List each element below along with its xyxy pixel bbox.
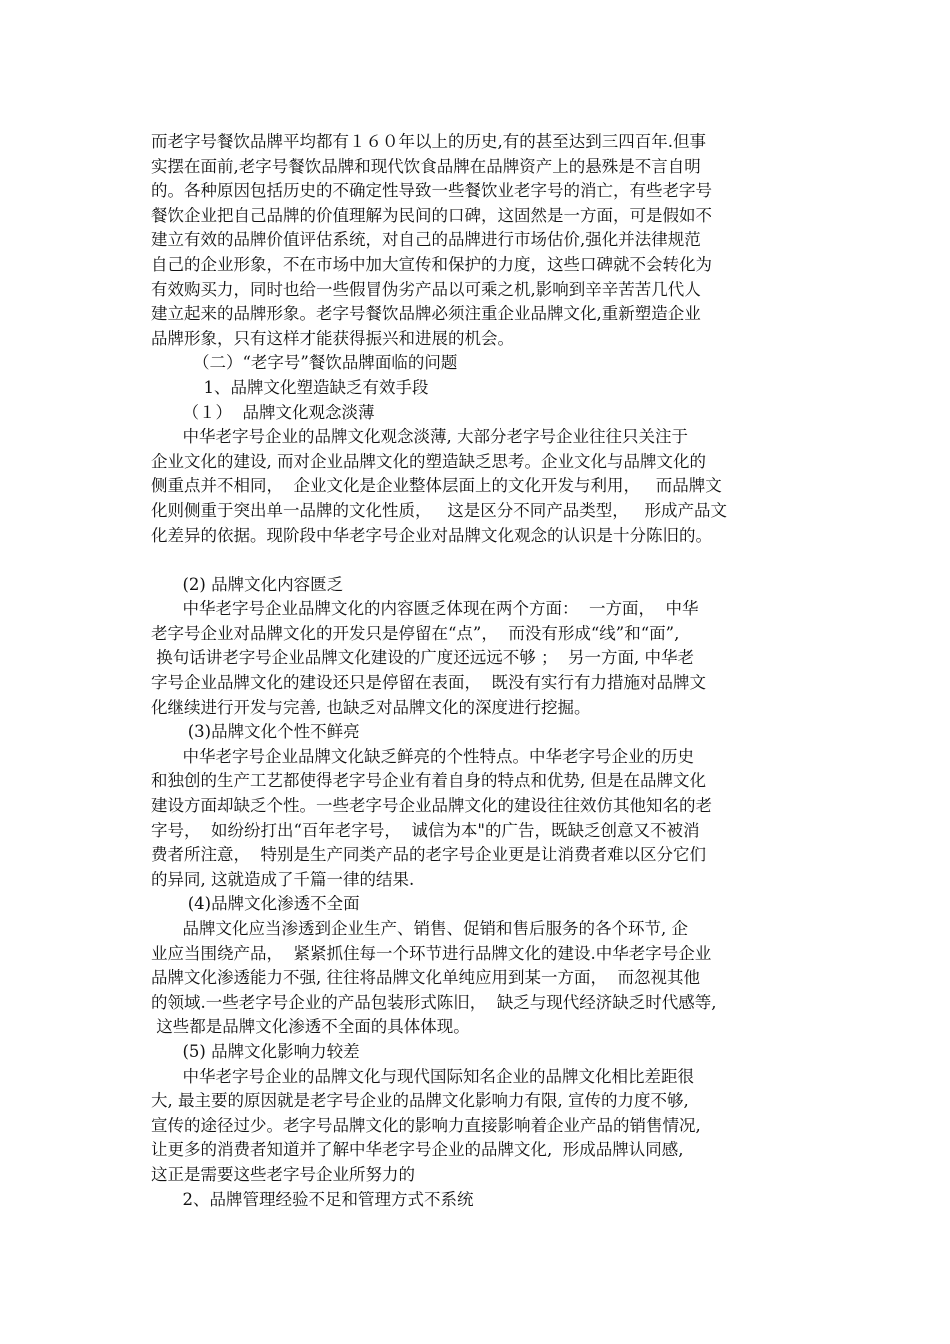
text-line: 品牌文化渗透能力不强, 往往将品牌文化单纯应用到某一方面， 而忽视其他 xyxy=(151,968,700,988)
text-line: 字号企业品牌文化的建设还只是停留在表面， 既没有实行有力措施对品牌文 xyxy=(151,673,706,693)
text-line: 的异同, 这就造成了千篇一律的结果. xyxy=(151,869,415,889)
text-line: 让更多的消费者知道并了解中华老字号企业的品牌文化, 形成品牌认同感, xyxy=(151,1140,684,1160)
item-heading: (5) 品牌文化影响力较差 xyxy=(151,1041,360,1061)
section-heading: （二）“老字号”餐饮品牌面临的问题 xyxy=(151,353,458,373)
text-line: 中华老字号企业的品牌文化观念淡薄, 大部分老字号企业往往只关注于 xyxy=(151,427,688,447)
subsection-heading: 1、品牌文化塑造缺乏有效手段 xyxy=(151,377,429,397)
text-line: 自己的企业形象，不在市场中加大宣传和保护的力度，这些口碑就不会转化为 xyxy=(151,254,712,274)
text-line: 化则侧重于突出单一品牌的文化性质， 这是区分不同产品类型， 形成产品文 xyxy=(151,500,727,520)
text-line: 字号， 如纷纷打出“百年老字号， 诚信为本"的广告，既缺乏创意又不被消 xyxy=(151,820,700,840)
text-line: 的领域.一些老字号企业的产品包装形式陈旧， 缺乏与现代经济缺乏时代感等, xyxy=(151,992,717,1012)
text-line: 品牌形象，只有这样才能获得振兴和进展的机会。 xyxy=(151,328,514,348)
document-page xyxy=(151,130,801,1212)
text-line: 建立起来的品牌形象。老字号餐饮品牌必须注重企业品牌文化,重新塑造企业 xyxy=(151,304,701,324)
text-line: 中华老字号企业品牌文化的内容匮乏体现在两个方面： 一方面， 中华 xyxy=(151,599,699,619)
text-line: 中华老字号企业品牌文化缺乏鲜亮的个性特点。中华老字号企业的历史 xyxy=(151,746,694,766)
text-line: 老字号企业对品牌文化的开发只是停留在“点”， 而没有形成“线”和“面”, xyxy=(151,623,680,643)
text-line: 有效购买力，同时也给一些假冒伪劣产品以可乘之机,影响到辛辛苦苦几代人 xyxy=(151,279,701,299)
item-heading: (4)品牌文化渗透不全面 xyxy=(151,894,360,914)
item-heading: (3)品牌文化个性不鲜亮 xyxy=(151,722,360,742)
text-line: 企业文化的建设, 而对企业品牌文化的塑造缺乏思考。企业文化与品牌文化的 xyxy=(151,451,706,471)
text-line: 这正是需要这些老字号企业所努力的 xyxy=(151,1164,415,1184)
text-line: 业应当围绕产品， 紧紧抓住每一个环节进行品牌文化的建设.中华老字号企业 xyxy=(151,943,712,963)
text-line: 的。各种原因包括历史的不确定性导致一些餐饮业老字号的消亡，有些老字号 xyxy=(151,181,712,201)
text-line: 建立有效的品牌价值评估系统，对自己的品牌进行市场估价,强化并法律规范 xyxy=(151,230,701,250)
text-line: 侧重点并不相同， 企业文化是企业整体层面上的文化开发与利用， 而品牌文 xyxy=(151,476,722,496)
text-line: 中华老字号企业的品牌文化与现代国际知名企业的品牌文化相比差距很 xyxy=(151,1066,694,1086)
text-line: 化继续进行开发与完善, 也缺乏对品牌文化的深度进行挖掘。 xyxy=(151,697,591,717)
text-line: 实摆在面前,老字号餐饮品牌和现代饮食品牌在品牌资产上的悬殊是不言自明 xyxy=(151,156,701,176)
text-line: 而老字号餐饮品牌平均都有１６０年以上的历史,有的甚至达到三四百年.但事 xyxy=(151,132,706,151)
text-line: 化差异的依据。现阶段中华老字号企业对品牌文化观念的认识是十分陈旧的。 xyxy=(151,525,712,545)
text-line: 这些都是品牌文化渗透不全面的具体体现。 xyxy=(151,1017,470,1037)
blank-line xyxy=(151,548,801,573)
item-heading: (2) 品牌文化内容匮乏 xyxy=(151,574,344,594)
text-line: 建设方面却缺乏个性。一些老字号企业品牌文化的建设往往效仿其他知名的老 xyxy=(151,796,712,816)
text-line: 和独创的生产工艺都使得老字号企业有着自身的特点和优势, 但是在品牌文化 xyxy=(151,771,706,791)
item-heading: （１） 品牌文化观念淡薄 xyxy=(151,402,375,422)
text-line: 费者所注意， 特别是生产同类产品的老字号企业更是让消费者难以区分它们 xyxy=(151,845,706,865)
text-line: 宣传的途径过少。老字号品牌文化的影响力直接影响着企业产品的销售情况, xyxy=(151,1115,701,1135)
text-line: 大, 最主要的原因就是老字号企业的品牌文化影响力有限, 宣传的力度不够, xyxy=(151,1091,689,1111)
subsection-heading: 2、品牌管理经验不足和管理方式不系统 xyxy=(151,1189,474,1209)
text-line: 换句话讲老字号企业品牌文化建设的广度还远远不够 ； 另一方面, 中华老 xyxy=(151,648,694,668)
text-line: 品牌文化应当渗透到企业生产、销售、促销和售后服务的各个环节, 企 xyxy=(151,919,688,938)
text-line: 餐饮企业把自己品牌的价值理解为民间的口碑，这固然是一方面，可是假如不 xyxy=(151,205,712,225)
